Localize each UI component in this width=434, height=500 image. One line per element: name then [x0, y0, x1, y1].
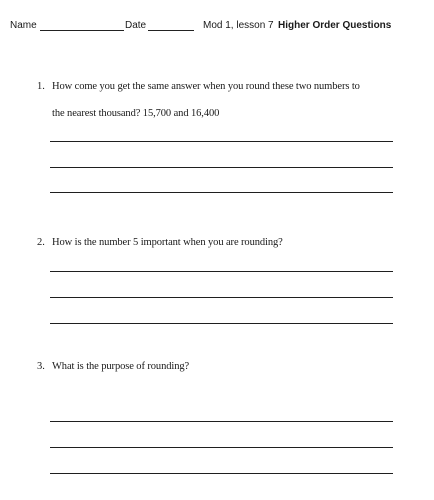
question-3-answer-line-1[interactable]: [50, 421, 393, 422]
question-3-answer-line-3[interactable]: [50, 473, 393, 474]
question-2-answer-line-1[interactable]: [50, 271, 393, 272]
question-3-text: What is the purpose of rounding?: [52, 361, 190, 372]
worksheet-title: Higher Order Questions: [278, 20, 392, 31]
question-1-text-line-2: the nearest thousand? 15,700 and 16,400: [52, 108, 220, 119]
lesson-label: Mod 1, lesson 7: [203, 20, 274, 31]
question-2-answer-line-2[interactable]: [50, 297, 393, 298]
question-1-number: 1.: [37, 81, 45, 92]
question-1-text-line-1: How come you get the same answer when you round these two numbers to: [52, 81, 360, 92]
name-label: Name: [10, 20, 37, 31]
date-blank-line: [148, 30, 194, 31]
worksheet-header: [10, 18, 430, 34]
question-2-text: How is the number 5 important when you are rounding?: [52, 237, 283, 248]
question-3-number: 3.: [37, 361, 45, 372]
question-1-answer-line-3[interactable]: [50, 192, 393, 193]
question-2-number: 2.: [37, 237, 45, 248]
question-1-answer-line-2[interactable]: [50, 167, 393, 168]
question-3-answer-line-2[interactable]: [50, 447, 393, 448]
question-1-answer-line-1[interactable]: [50, 141, 393, 142]
name-blank-line: [40, 30, 124, 31]
question-2-answer-line-3[interactable]: [50, 323, 393, 324]
date-label: Date: [125, 20, 147, 31]
